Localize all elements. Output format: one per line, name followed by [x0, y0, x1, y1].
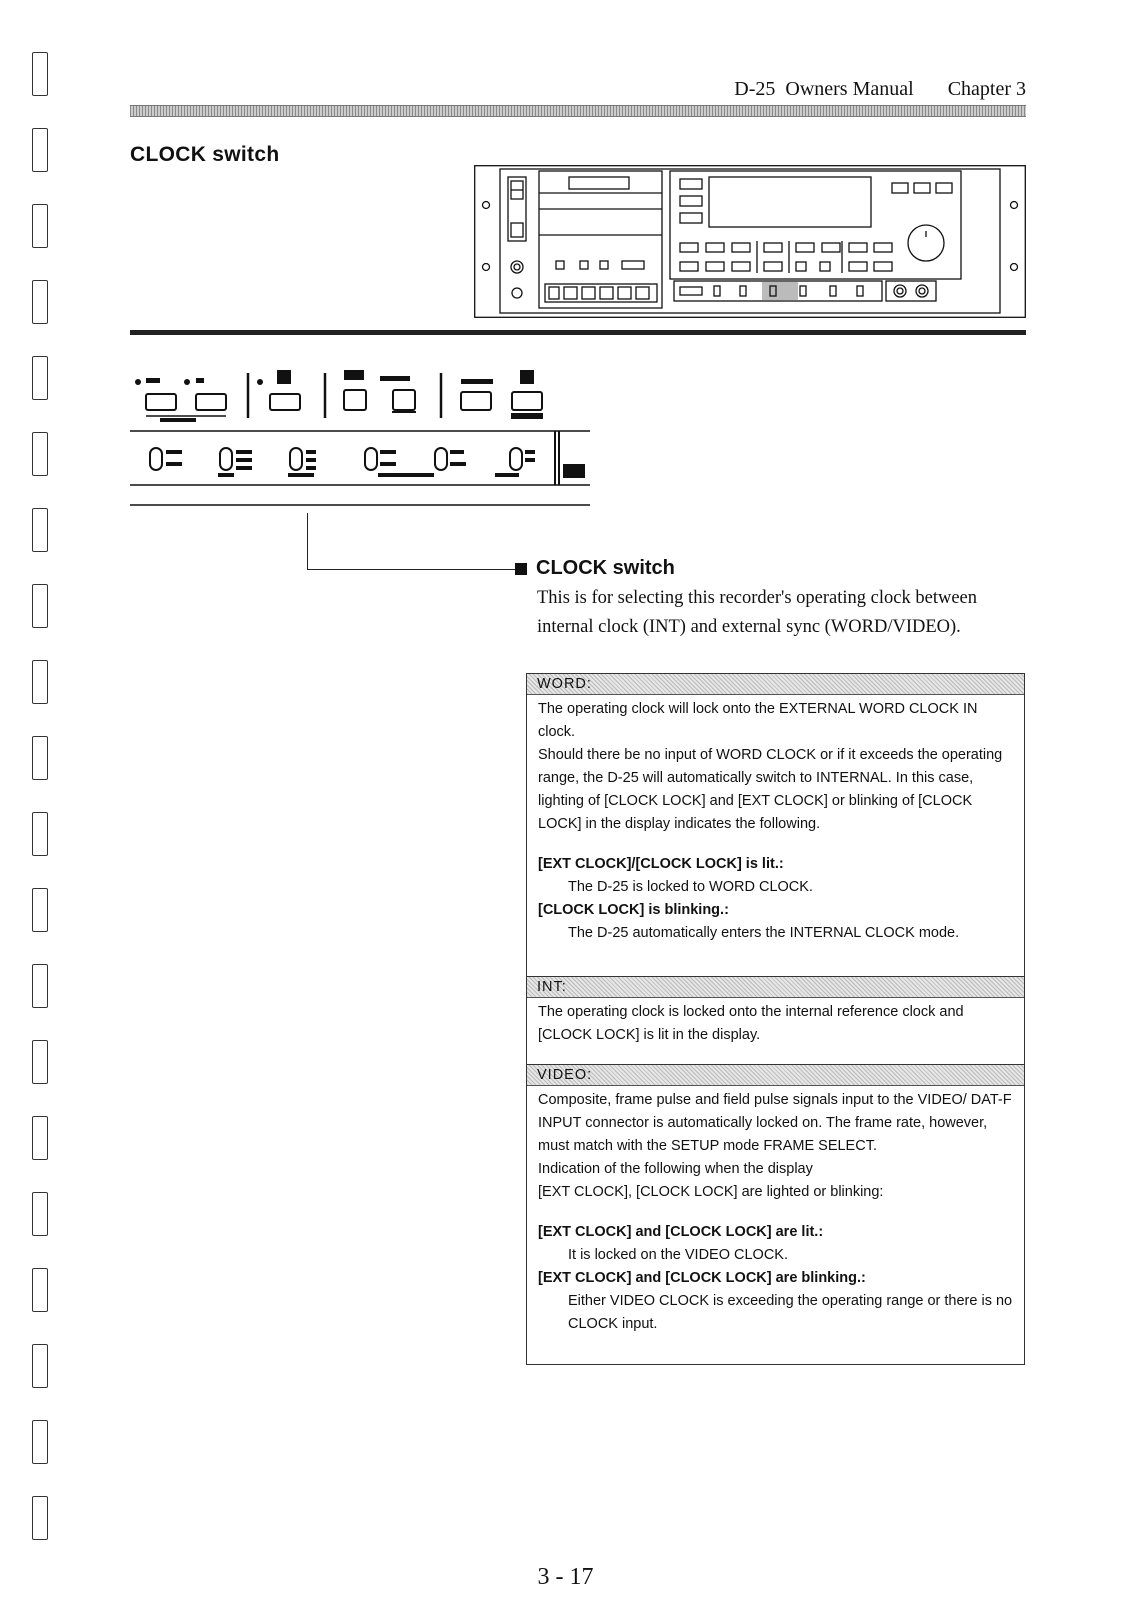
panel-detail-illustration [130, 368, 600, 523]
video-condition-heading: [EXT CLOCK] and [CLOCK LOCK] are lit.: [538, 1224, 824, 1240]
word-condition-heading: [CLOCK LOCK] is blinking.: [538, 902, 729, 918]
binder-hole [32, 1040, 48, 1084]
binder-hole [32, 1192, 48, 1236]
binder-holes [32, 46, 52, 1596]
word-condition-heading: [EXT CLOCK]/[CLOCK LOCK] is lit.: [538, 856, 784, 872]
header-chapter: Chapter 3 [947, 78, 1026, 100]
section-title: CLOCK switch [130, 143, 280, 166]
subsection-heading [515, 557, 675, 580]
page-number: 3 - 17 [537, 1564, 594, 1590]
front-panel-illustration [474, 165, 1026, 318]
binder-hole [32, 52, 48, 96]
video-paragraph: [EXT CLOCK], [CLOCK LOCK] are lighted or blinking: [538, 1184, 884, 1200]
int-paragraph: The operating clock is locked onto the internal reference clock and [CLOCK LOCK] is lit in the display. [538, 1004, 964, 1043]
running-header [734, 78, 1026, 101]
video-condition-text: Either VIDEO CLOCK is exceeding the operating range or there is no CLOCK input. [568, 1293, 1013, 1332]
video-label: VIDEO: [527, 1065, 1024, 1086]
section-rule [130, 330, 1026, 335]
bullet-square-icon [515, 563, 527, 575]
binder-hole [32, 736, 48, 780]
binder-hole [32, 812, 48, 856]
word-paragraph: The operating clock will lock onto the EXTERNAL WORD CLOCK IN clock. [538, 701, 978, 740]
word-label: WORD: [527, 674, 1024, 695]
binder-hole [32, 964, 48, 1008]
video-paragraph: Composite, frame pulse and field pulse signals input to the VIDEO/ DAT-F INPUT connector is automatically locked on. The frame rate, however, must match with the SETUP mode FRAME SELECT. [538, 1092, 1012, 1154]
binder-hole [32, 1344, 48, 1388]
binder-hole [32, 888, 48, 932]
word-section [527, 674, 1024, 945]
video-condition-heading: [EXT CLOCK] and [CLOCK LOCK] are blinking.: [538, 1270, 866, 1286]
binder-hole [32, 1420, 48, 1464]
binder-hole [32, 432, 48, 476]
int-section [527, 976, 1024, 1047]
binder-hole [32, 1496, 48, 1540]
video-section [527, 1064, 1024, 1336]
binder-hole [32, 280, 48, 324]
clock-modes-table [526, 673, 1025, 1365]
binder-hole [32, 128, 48, 172]
binder-hole [32, 356, 48, 400]
word-condition-text: The D-25 is locked to WORD CLOCK. [568, 879, 813, 895]
int-label: INT: [527, 977, 1024, 998]
header-rule [130, 105, 1026, 117]
binder-hole [32, 204, 48, 248]
binder-hole [32, 1116, 48, 1160]
subsection-intro: This is for selecting this recorder's operating clock between internal clock (INT) and external sync (WORD/VIDEO). [537, 588, 977, 637]
binder-hole [32, 584, 48, 628]
word-paragraph: Should there be no input of WORD CLOCK or if it exceeds the operating range, the D-25 will automatically switch to INTERNAL. In this case, lighting of [CLOCK LOCK] and [EXT CLOCK] or blinking of [CLOCK LOCK] in the display indicates the following. [538, 747, 1003, 832]
callout-leader-line [307, 513, 518, 570]
subsection-title: CLOCK switch [536, 557, 675, 579]
binder-hole [32, 660, 48, 704]
header-manual: Owners Manual [785, 78, 914, 100]
binder-hole [32, 1268, 48, 1312]
word-condition-text: The D-25 automatically enters the INTERNAL CLOCK mode. [568, 925, 960, 941]
binder-hole [32, 508, 48, 552]
video-paragraph: Indication of the following when the display [538, 1161, 813, 1177]
header-model: D-25 [734, 78, 776, 100]
video-condition-text: It is locked on the VIDEO CLOCK. [568, 1247, 789, 1263]
